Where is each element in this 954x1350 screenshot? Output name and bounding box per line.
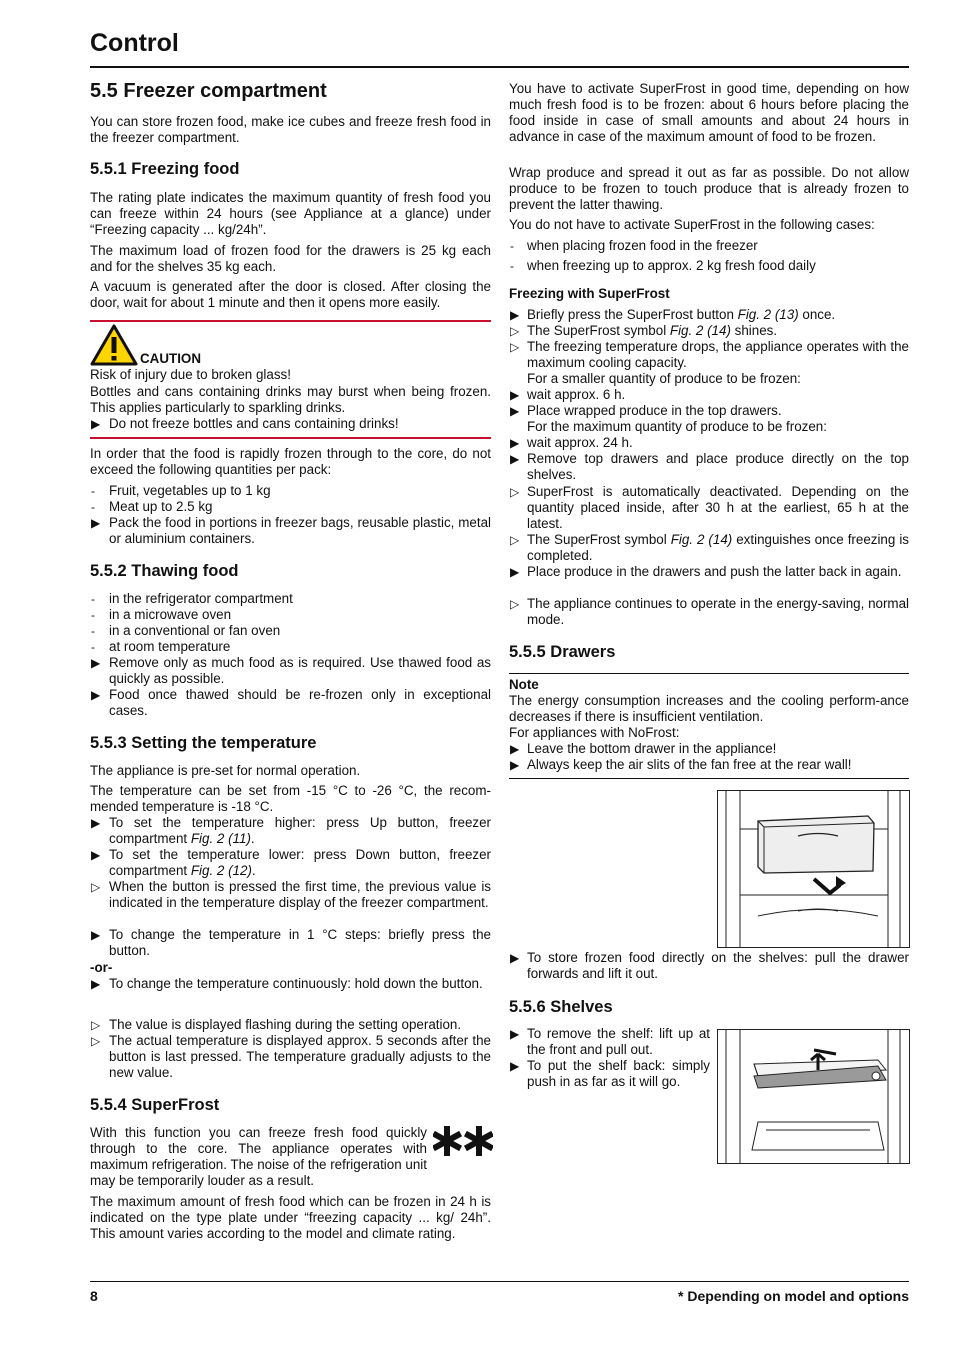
- list-item: [527, 532, 909, 564]
- subheading-freezing-with-superfrost: Freezing with SuperFrost: [509, 286, 670, 301]
- paragraph: You do not have to activate SuperFrost in the following cases:: [509, 217, 875, 232]
- dash-marker: -: [91, 592, 95, 606]
- result-marker-icon: ▷: [510, 533, 520, 547]
- arrow-marker-icon: ▶: [91, 688, 101, 702]
- footer-rule: [90, 1281, 909, 1282]
- list-item-text: once.: [798, 307, 836, 322]
- arrow-marker-icon: ▶: [91, 977, 101, 991]
- list-item: at room temperature: [109, 639, 231, 654]
- list-item-note: For a smaller quantity of produce to be frozen:: [527, 371, 801, 386]
- list-item: in a microwave oven: [109, 607, 232, 622]
- list-item: in a conventional or fan oven: [109, 623, 281, 638]
- page-title: Control: [90, 29, 179, 57]
- caution-bottom-rule: [90, 437, 491, 439]
- arrow-marker-icon: ▶: [91, 417, 101, 431]
- list-item: The actual temperature is displayed approx. 5 seconds after the button is last pressed. The temperature gradually adjusts to the new value.: [109, 1033, 491, 1080]
- paragraph: The appliance is pre-set for normal operation.: [90, 763, 361, 778]
- paragraph: Wrap produce and spread it out as far as possible. Do not allow produce to be frozen to touch produce that is already frozen to prevent the latter thawing.: [509, 165, 909, 212]
- list-item: wait approx. 6 h.: [527, 387, 626, 402]
- list-item: To store frozen food directly on the shelves: pull the drawer forwards and lift it out.: [527, 950, 909, 981]
- arrow-marker-icon: ▶: [510, 388, 520, 402]
- list-item-note: For the maximum quantity of produce to be frozen:: [527, 419, 827, 434]
- caution-top-rule: [90, 320, 491, 322]
- shelf-illustration: [717, 1029, 910, 1164]
- result-marker-icon: ▷: [91, 1018, 101, 1032]
- paragraph: You have to activate SuperFrost in good time, depending on how much fresh food is to be frozen: about 6 hours before placing the food inside in case of small amounts and about 24 hours in advance in case of the maximum amount of food to be frozen.: [509, 81, 909, 144]
- list-item: wait approx. 24 h.: [527, 435, 633, 450]
- list-item-text: shines.: [730, 323, 778, 338]
- list-item: To change the temperature continuously: hold down the button.: [109, 976, 483, 991]
- warning-icon: [90, 324, 138, 366]
- list-item: [527, 307, 909, 323]
- list-item: Food once thawed should be re-frozen only in exceptional cases.: [109, 687, 491, 718]
- list-item: Remove top drawers and place produce directly on the top shelves.: [527, 451, 909, 482]
- dash-marker: -: [510, 239, 514, 253]
- list-item: [527, 323, 909, 339]
- note-text: For appliances with NoFrost:: [509, 725, 680, 740]
- dash-marker: -: [91, 624, 95, 638]
- paragraph: A vacuum is generated after the door is closed. After closing the door, wait for about 1 minute and then it opens more easily.: [90, 279, 491, 310]
- dash-marker: -: [91, 484, 95, 498]
- section-title: 5.5 Freezer compartment: [90, 80, 327, 102]
- list-item: To change the temperature in 1 °C steps: briefly press the button.: [109, 927, 491, 958]
- or-separator: -or-: [90, 960, 113, 975]
- arrow-marker-icon: ▶: [510, 742, 520, 756]
- paragraph: The maximum amount of fresh food which can be frozen in 24 h is indicated on the type plate under “freezing capacity ... kg/ 24h”. This amount varies according to the model and climate rating.: [90, 1194, 491, 1241]
- list-item: The freezing temperature drops, the appliance operates with the maximum cooling capacity.: [527, 339, 909, 370]
- heading-drawers: 5.5.5 Drawers: [509, 643, 616, 661]
- list-item: The value is displayed flashing during the setting operation.: [109, 1017, 462, 1032]
- result-marker-icon: ▷: [91, 1034, 101, 1048]
- heading-thawing-food: 5.5.2 Thawing food: [90, 562, 239, 580]
- list-item: The appliance continues to operate in the energy-saving, normal mode.: [527, 596, 909, 627]
- list-item: To set the temperature higher: press Up button, freezer compartment Fig. 2 (11).: [109, 815, 491, 846]
- arrow-marker-icon: ▶: [91, 928, 101, 942]
- arrow-marker-icon: ▶: [91, 816, 101, 830]
- drawer-illustration: [717, 790, 910, 948]
- caution-label: CAUTION: [140, 351, 201, 366]
- figure-reference: Fig. 2 (14): [670, 532, 733, 547]
- intro-paragraph: You can store frozen food, make ice cubes and freeze fresh food in the freezer compartment.: [90, 114, 491, 145]
- list-item: Place wrapped produce in the top drawers.: [527, 403, 782, 418]
- note-label: Note: [509, 677, 539, 692]
- list-item: Fruit, vegetables up to 1 kg: [109, 483, 271, 498]
- arrow-marker-icon: ▶: [510, 1059, 520, 1073]
- arrow-marker-icon: ▶: [510, 1027, 520, 1041]
- arrow-marker-icon: ▶: [91, 516, 101, 530]
- arrow-marker-icon: ▶: [510, 951, 520, 965]
- result-marker-icon: ▷: [510, 597, 520, 611]
- note-instruction: Leave the bottom drawer in the appliance!: [527, 741, 777, 756]
- list-item: in the refrigerator compartment: [109, 591, 293, 606]
- heading-setting-temperature: 5.5.3 Setting the temperature: [90, 734, 317, 752]
- list-item: SuperFrost is automatically deactivated. Depending on the quantity placed inside, after 30 h at the earliest, 65 h at the latest.: [527, 484, 909, 531]
- heading-superfrost: 5.5.4 SuperFrost: [90, 1096, 220, 1114]
- list-item: When the button is pressed the first time, the previous value is indicated in the temperature display of the freezer compartment.: [109, 879, 491, 910]
- arrow-marker-icon: ▶: [510, 436, 520, 450]
- note-text: The energy consumption increases and the cooling perform-ance decreases if there is insufficient ventilation.: [509, 693, 909, 724]
- figure-reference: Fig. 2 (12): [190, 863, 252, 878]
- result-marker-icon: ▷: [510, 340, 520, 354]
- paragraph: The maximum load of frozen food for the drawers is 25 kg each and for the shelves 35 kg each.: [90, 243, 491, 274]
- list-item: Pack the food in portions in freezer bags, reusable plastic, metal or aluminium containers.: [109, 515, 491, 546]
- heading-shelves: 5.5.6 Shelves: [509, 998, 613, 1016]
- list-item-text: To set the temperature lower: press Down button, freezer compartment: [109, 847, 491, 878]
- result-marker-icon: ▷: [91, 880, 101, 894]
- footer-note: * Depending on model and options: [678, 1288, 909, 1304]
- caution-text: Risk of injury due to broken glass!: [90, 367, 291, 382]
- arrow-marker-icon: ▶: [510, 308, 520, 322]
- figure-reference: Fig. 2 (14): [669, 323, 731, 338]
- arrow-marker-icon: ▶: [91, 656, 101, 670]
- list-item: Remove only as much food as is required. Use thawed food as quickly as possible.: [109, 655, 491, 686]
- list-item: To remove the shelf: lift up at the front and pull out.: [527, 1026, 710, 1057]
- dash-marker: -: [91, 608, 95, 622]
- note-top-rule: [509, 673, 909, 674]
- arrow-marker-icon: ▶: [510, 565, 520, 579]
- paragraph: In order that the food is rapidly frozen through to the core, do not exceed the following quantities per pack:: [90, 446, 491, 477]
- arrow-marker-icon: ▶: [510, 758, 520, 772]
- dash-marker: -: [91, 640, 95, 654]
- list-item: Meat up to 2.5 kg: [109, 499, 213, 514]
- arrow-marker-icon: ▶: [510, 404, 520, 418]
- note-instruction: Always keep the air slits of the fan free at the rear wall!: [527, 757, 852, 772]
- list-item: To put the shelf back: simply push in as far as it will go.: [527, 1058, 710, 1089]
- dash-marker: -: [91, 500, 95, 514]
- note-bottom-rule: [509, 778, 909, 779]
- paragraph: The temperature can be set from -15 °C to -26 °C, the recom-mended temperature is -18 °C.: [90, 783, 491, 814]
- list-item: To set the temperature lower: press Down button, freezer compartment Fig. 2 (12).: [109, 847, 491, 878]
- page-number: 8: [90, 1288, 98, 1304]
- header-rule: [90, 66, 909, 68]
- heading-freezing-food: 5.5.1 Freezing food: [90, 160, 240, 178]
- figure-reference: Fig. 2 (13): [737, 307, 799, 322]
- caution-instruction: Do not freeze bottles and cans containing drinks!: [109, 416, 399, 431]
- list-item: Place produce in the drawers and push the latter back in again.: [527, 564, 902, 579]
- paragraph: With this function you can freeze fresh food quickly through to the core. The appliance operates with maximum refrigeration. The noise of the refrigeration unit may be temporarily louder as a result.: [90, 1125, 427, 1188]
- result-marker-icon: ▷: [510, 485, 520, 499]
- superfrost-symbol-icon: [433, 1126, 493, 1156]
- list-item-text: To set the temperature higher: press Up button, freezer compartment: [109, 815, 491, 846]
- arrow-marker-icon: ▶: [510, 452, 520, 466]
- list-item: when placing frozen food in the freezer: [527, 238, 758, 253]
- list-item-text: extinguishes once freezing is completed.: [527, 532, 909, 563]
- dash-marker: -: [510, 259, 514, 273]
- list-item: when freezing up to approx. 2 kg fresh food daily: [527, 258, 816, 273]
- caution-text: Bottles and cans containing drinks may burst when being frozen. This applies particularly to sparkling drinks.: [90, 384, 491, 415]
- list-item-text: Briefly press the SuperFrost button: [527, 307, 738, 322]
- result-marker-icon: ▷: [510, 324, 520, 338]
- list-item-text: The SuperFrost symbol: [527, 532, 671, 547]
- list-item-text: The SuperFrost symbol: [527, 323, 670, 338]
- paragraph: The rating plate indicates the maximum quantity of fresh food you can freeze within 24 hours (see Appliance at a glance) under “Freezing capacity ... kg/24h”.: [90, 190, 491, 237]
- arrow-marker-icon: ▶: [91, 848, 101, 862]
- figure-reference: Fig. 2 (11): [190, 831, 251, 846]
